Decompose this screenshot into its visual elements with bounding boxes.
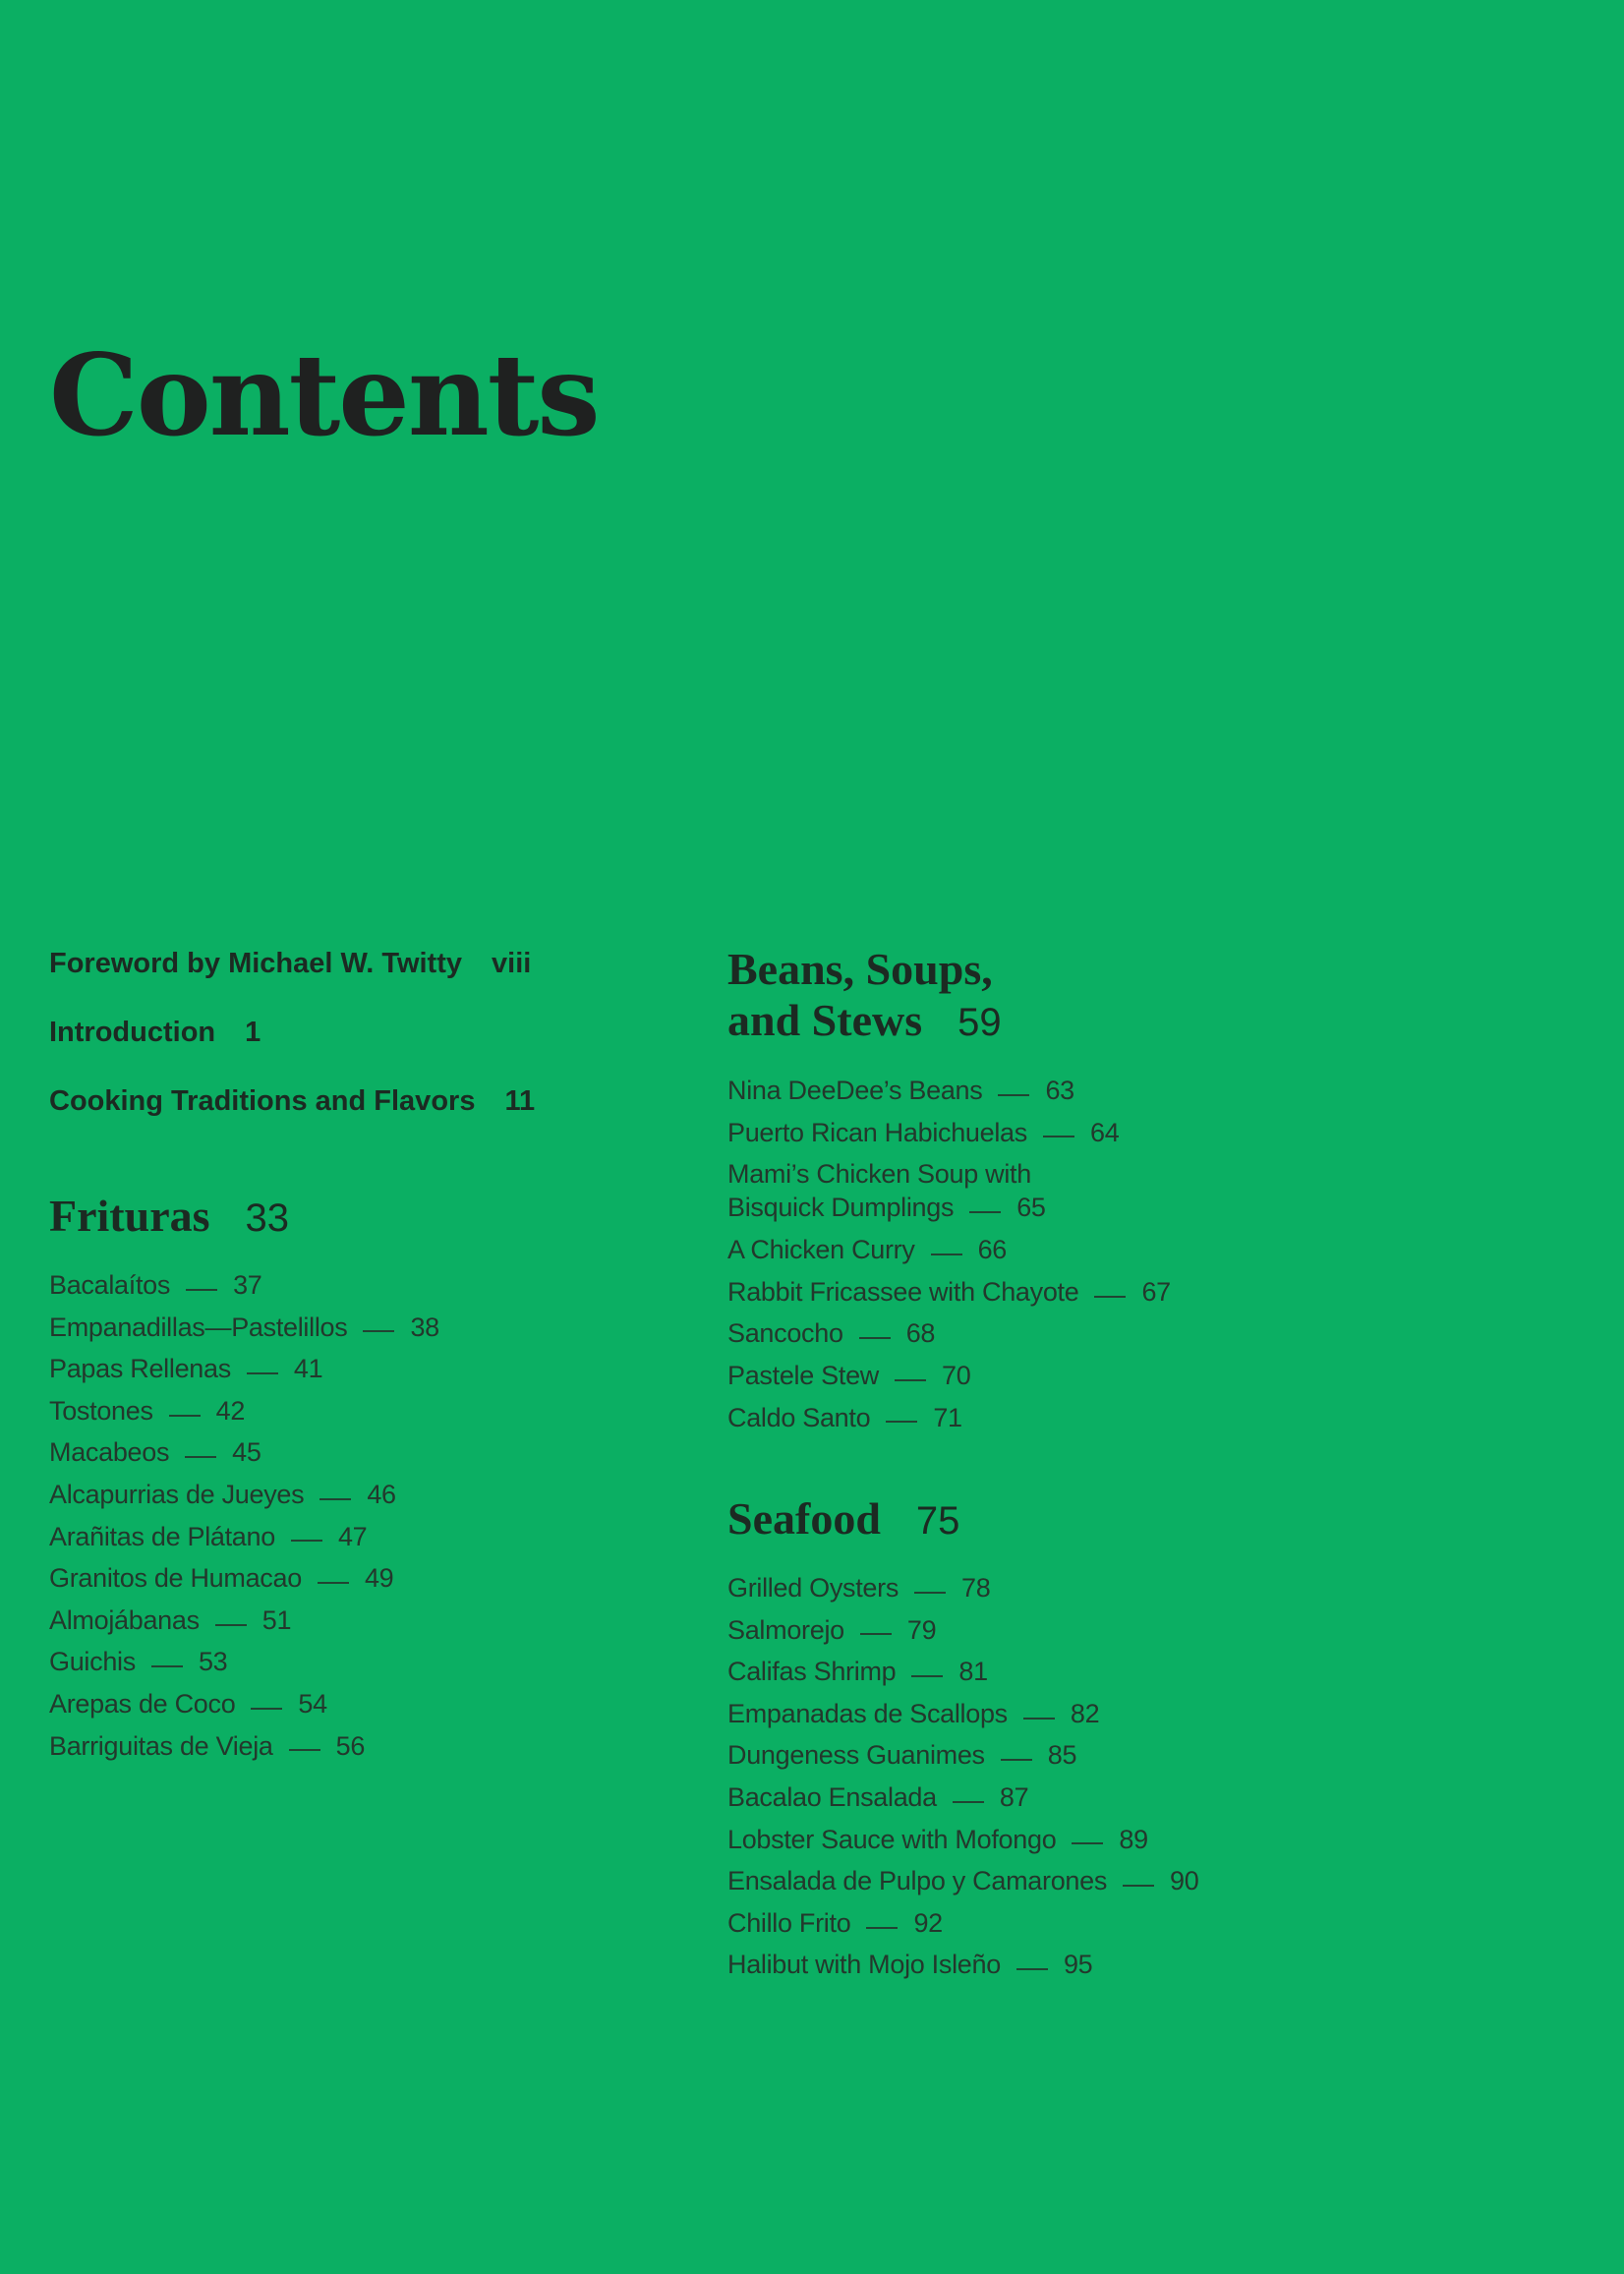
entry-page: 38 <box>410 1312 439 1342</box>
entry-page: 51 <box>261 1604 292 1635</box>
front-item-page: 11 <box>504 1085 536 1117</box>
list-item[interactable] <box>49 1600 439 1642</box>
entry-label: Grilled Oysters <box>727 1573 899 1603</box>
entry-label: Califas Shrimp <box>727 1657 897 1687</box>
entry-label: Ensalada de Pulpo y Camarones <box>727 1866 1108 1896</box>
leader-dash <box>1043 1136 1074 1137</box>
seafood-list <box>727 1567 1198 1986</box>
leader-dash <box>969 1211 1001 1213</box>
leader-dash <box>186 1289 217 1291</box>
list-item[interactable] <box>727 1567 1198 1609</box>
entry-label: Puerto Rican Habichuelas <box>727 1117 1027 1147</box>
front-item-label: Cooking Traditions and Flavors <box>49 1085 476 1117</box>
entry-page: 42 <box>215 1395 246 1426</box>
front-item-page: viii <box>492 948 532 979</box>
section-title: Seafood <box>727 1493 881 1544</box>
section-heading-frituras[interactable] <box>49 1191 289 1244</box>
section-heading-seafood[interactable] <box>727 1493 959 1546</box>
list-item[interactable] <box>49 1390 439 1432</box>
list-item[interactable] <box>727 1609 1198 1652</box>
entry-page: 89 <box>1119 1824 1148 1854</box>
leader-dash <box>289 1749 320 1751</box>
section-page: 59 <box>957 1001 1002 1044</box>
entry-page: 79 <box>906 1614 937 1645</box>
section-page: 75 <box>915 1499 960 1543</box>
entry-label: Empanadillas—Pastelillos <box>49 1312 348 1342</box>
entry-page: 54 <box>298 1688 327 1719</box>
entry-label: Granitos de Humacao <box>49 1563 302 1594</box>
entry-page: 85 <box>1047 1740 1077 1771</box>
entry-page: 41 <box>293 1354 323 1384</box>
list-item[interactable] <box>727 1070 1171 1112</box>
frituras-list <box>49 1264 439 1767</box>
entry-label: Bacalaítos <box>49 1270 171 1300</box>
list-item[interactable] <box>727 1777 1198 1819</box>
section-title-line2: and Stews <box>727 995 923 1045</box>
section-title-line1: Beans, Soups, <box>727 944 993 994</box>
list-item[interactable] <box>49 1474 439 1516</box>
leader-dash <box>859 1337 891 1339</box>
entry-page: 49 <box>364 1563 394 1594</box>
leader-dash <box>1123 1885 1154 1887</box>
leader-dash <box>318 1582 349 1584</box>
entry-label: Arañitas de Plátano <box>49 1521 275 1551</box>
entry-page: 70 <box>941 1360 971 1390</box>
entry-label: Barriguitas de Vieja <box>49 1730 273 1761</box>
entry-label: Halibut with Mojo Isleño <box>727 1950 1001 1980</box>
leader-dash <box>363 1330 394 1332</box>
leader-dash <box>319 1498 351 1500</box>
list-item[interactable] <box>727 1944 1198 1986</box>
front-item-introduction[interactable] <box>49 1019 261 1047</box>
section-title: Frituras <box>49 1191 210 1241</box>
entry-page: 95 <box>1063 1950 1093 1980</box>
leader-dash <box>169 1415 201 1417</box>
leader-dash <box>886 1421 917 1423</box>
entry-page: 78 <box>961 1573 991 1603</box>
entry-page: 65 <box>1016 1193 1046 1223</box>
entry-label-line2: Bisquick Dumplings <box>727 1193 955 1223</box>
entry-label: Pastele Stew <box>727 1360 879 1390</box>
entry-label: Caldo Santo <box>727 1402 871 1432</box>
entry-label: Salmorejo <box>727 1614 844 1645</box>
front-item-cooking-traditions[interactable] <box>49 1087 535 1116</box>
leader-dash <box>1016 1968 1048 1970</box>
entry-page: 47 <box>337 1521 368 1551</box>
list-item[interactable] <box>49 1264 439 1307</box>
front-item-foreword[interactable] <box>49 950 531 978</box>
list-item[interactable] <box>727 1153 1171 1229</box>
entry-page: 53 <box>198 1647 228 1677</box>
entry-label: Papas Rellenas <box>49 1354 231 1384</box>
entry-page: 82 <box>1070 1698 1100 1728</box>
leader-dash <box>1094 1296 1126 1298</box>
leader-dash <box>866 1927 898 1929</box>
entry-label: Bacalao Ensalada <box>727 1781 937 1812</box>
leader-dash <box>931 1254 962 1255</box>
entry-label: Almojábanas <box>49 1604 200 1635</box>
entry-label: Tostones <box>49 1395 153 1426</box>
entry-label: Sancocho <box>727 1318 843 1349</box>
entry-page: 56 <box>335 1730 366 1761</box>
leader-dash <box>247 1372 278 1374</box>
list-item[interactable] <box>727 1651 1198 1693</box>
list-item[interactable] <box>727 1312 1171 1355</box>
list-item[interactable] <box>727 1271 1171 1313</box>
entry-page: 68 <box>905 1318 936 1349</box>
list-item[interactable] <box>49 1516 439 1558</box>
leader-dash <box>1072 1842 1103 1844</box>
list-item[interactable] <box>49 1683 439 1725</box>
section-page: 33 <box>245 1196 290 1240</box>
list-item[interactable] <box>727 1902 1198 1945</box>
list-item[interactable] <box>49 1307 439 1349</box>
entry-label: Dungeness Guanimes <box>727 1740 985 1771</box>
entry-page: 66 <box>977 1235 1008 1265</box>
leader-dash <box>215 1624 247 1626</box>
leader-dash <box>291 1540 322 1542</box>
entry-page: 87 <box>999 1781 1029 1812</box>
entry-label: Nina DeeDee’s Beans <box>727 1076 983 1105</box>
leader-dash <box>998 1094 1029 1096</box>
entry-page: 46 <box>367 1479 396 1509</box>
front-item-label: Foreword by Michael W. Twitty <box>49 948 463 979</box>
entry-page: 67 <box>1141 1276 1171 1307</box>
entry-label: Rabbit Fricassee with Chayote <box>727 1276 1079 1307</box>
list-item[interactable] <box>49 1641 439 1683</box>
entry-label: Arepas de Coco <box>49 1688 236 1719</box>
entry-page: 81 <box>958 1657 988 1687</box>
list-item[interactable] <box>727 1693 1198 1735</box>
list-item[interactable] <box>49 1431 439 1474</box>
list-item[interactable] <box>49 1557 439 1600</box>
leader-dash <box>151 1665 183 1667</box>
entry-page: 71 <box>933 1402 962 1432</box>
leader-dash <box>895 1379 926 1381</box>
leader-dash <box>185 1456 216 1458</box>
list-item[interactable] <box>727 1819 1198 1861</box>
front-item-label: Introduction <box>49 1017 216 1048</box>
front-item-page: 1 <box>245 1017 261 1048</box>
entry-label-line1: Mami’s Chicken Soup with <box>727 1159 1031 1190</box>
entry-label: A Chicken Curry <box>727 1235 915 1265</box>
leader-dash <box>860 1633 892 1635</box>
leader-dash <box>914 1592 946 1594</box>
list-item[interactable] <box>49 1348 439 1390</box>
leader-dash <box>251 1708 282 1710</box>
list-item[interactable] <box>727 1860 1198 1902</box>
list-item[interactable] <box>49 1725 439 1768</box>
leader-dash <box>1023 1718 1055 1720</box>
entry-label: Empanadas de Scallops <box>727 1698 1008 1728</box>
list-item[interactable] <box>727 1229 1171 1271</box>
entry-label: Macabeos <box>49 1437 170 1468</box>
leader-dash <box>911 1675 943 1677</box>
entry-page: 90 <box>1170 1866 1199 1896</box>
entry-label: Guichis <box>49 1647 136 1677</box>
entry-label: Lobster Sauce with Mofongo <box>727 1824 1057 1854</box>
list-item[interactable] <box>727 1734 1198 1777</box>
entry-label: Chillo Frito <box>727 1907 851 1938</box>
list-item[interactable] <box>727 1397 1171 1439</box>
list-item[interactable] <box>727 1112 1171 1154</box>
entry-page: 37 <box>233 1270 262 1300</box>
entry-page: 45 <box>232 1437 261 1468</box>
entry-page: 63 <box>1045 1076 1074 1105</box>
leader-dash <box>953 1801 984 1803</box>
leader-dash <box>1001 1759 1032 1761</box>
entry-page: 92 <box>913 1907 943 1938</box>
beans-list <box>727 1070 1171 1438</box>
section-heading-beans-soups-stews[interactable] <box>727 944 1002 1048</box>
page-title: Contents <box>49 329 599 461</box>
list-item[interactable] <box>727 1355 1171 1397</box>
entry-page: 64 <box>1089 1117 1120 1147</box>
entry-label: Alcapurrias de Jueyes <box>49 1479 305 1509</box>
